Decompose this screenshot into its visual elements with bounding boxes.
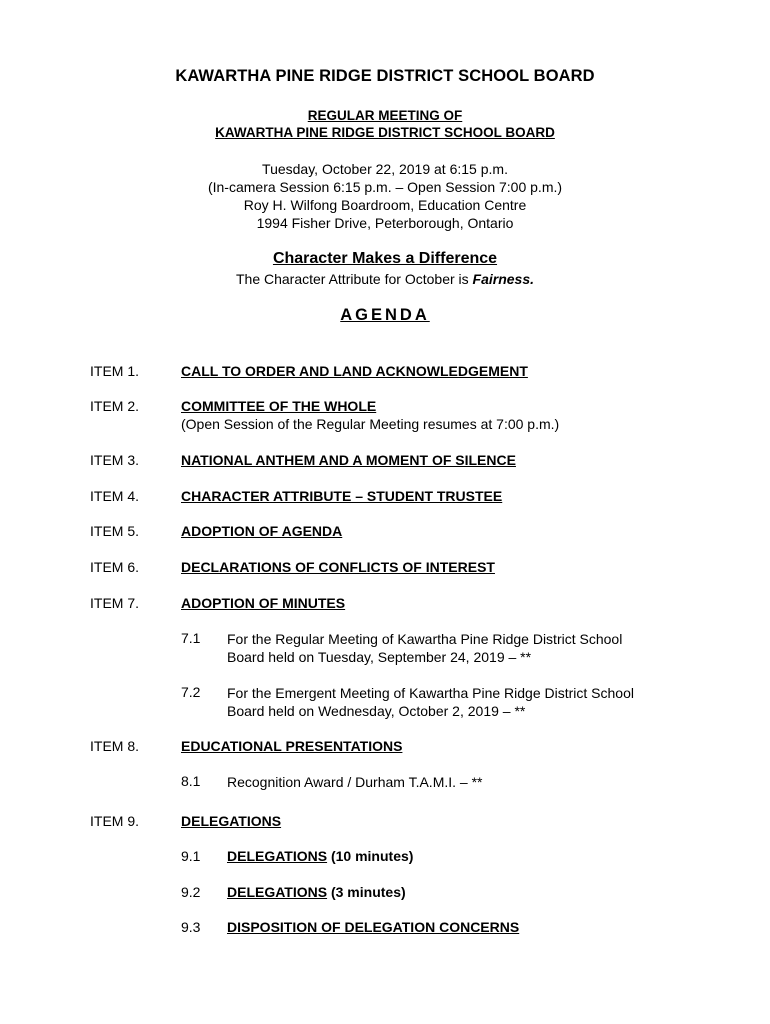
item-number: ITEM 6. — [90, 559, 140, 575]
meeting-date: Tuesday, October 22, 2019 at 6:15 p.m. — [262, 161, 508, 177]
item-title: NATIONAL ANTHEM AND A MOMENT OF SILENCE — [181, 452, 516, 468]
sub-item-number: 9.3 — [181, 919, 201, 935]
sub-item-number: 9.1 — [181, 848, 201, 864]
sub-item-text-line2: Board held on Tuesday, September 24, 2019 – ** — [227, 649, 532, 665]
sub-item-heading-suffix: (3 minutes) — [327, 884, 406, 900]
sub-item-heading — [227, 848, 413, 864]
item-number: ITEM 3. — [90, 452, 140, 468]
sub-item-heading — [227, 884, 406, 900]
sub-item-number: 9.2 — [181, 884, 201, 900]
meeting-location: Roy H. Wilfong Boardroom, Education Centre — [243, 197, 527, 213]
item-title: EDUCATIONAL PRESENTATIONS — [181, 738, 403, 754]
sub-item-text-line2: Board held on Wednesday, October 2, 2019 – ** — [227, 703, 526, 719]
item-number: ITEM 4. — [90, 488, 140, 504]
meeting-title-line2: KAWARTHA PINE RIDGE DISTRICT SCHOOL BOARD — [215, 125, 555, 140]
meeting-title-line1: REGULAR MEETING OF — [307, 108, 463, 123]
sub-item-number: 7.1 — [181, 630, 201, 646]
character-heading — [0, 250, 770, 268]
sub-item-heading-text: DISPOSITION OF DELEGATION CONCERNS — [227, 919, 520, 935]
item-number: ITEM 1. — [90, 363, 140, 379]
sub-item-text-line1: Recognition Award / Durham T.A.M.I. – ** — [227, 774, 483, 790]
character-title: Character Makes a Difference — [272, 250, 498, 267]
attribute-value: Fairness. — [472, 271, 535, 287]
sub-item-text-line1: For the Emergent Meeting of Kawartha Pine Ridge District School — [227, 685, 634, 701]
item-title: CALL TO ORDER AND LAND ACKNOWLEDGEMENT — [181, 363, 528, 379]
sub-item-heading-suffix: (10 minutes) — [327, 848, 414, 864]
sub-item-heading — [227, 919, 519, 935]
board-title: KAWARTHA PINE RIDGE DISTRICT SCHOOL BOARD — [175, 67, 595, 85]
item-number: ITEM 9. — [90, 813, 140, 829]
sub-item-text-line1: For the Regular Meeting of Kawartha Pine Ridge District School — [227, 631, 623, 647]
meeting-address: 1994 Fisher Drive, Peterborough, Ontario — [256, 215, 514, 231]
item-number: ITEM 2. — [90, 398, 140, 414]
meeting-sessions: (In-camera Session 6:15 p.m. – Open Session 7:00 p.m.) — [207, 179, 563, 195]
item-title: COMMITTEE OF THE WHOLE — [181, 398, 377, 414]
sub-item-number: 7.2 — [181, 684, 201, 700]
item-number: ITEM 7. — [90, 595, 140, 611]
item-title: DECLARATIONS OF CONFLICTS OF INTEREST — [181, 559, 495, 575]
character-attribute — [0, 271, 770, 287]
attribute-prefix: The Character Attribute for October is — [235, 271, 473, 287]
item-number: ITEM 8. — [90, 738, 140, 754]
item-title: DELEGATIONS — [181, 813, 282, 829]
sub-item-number: 8.1 — [181, 773, 201, 789]
sub-item-heading-text: DELEGATIONS — [227, 848, 328, 864]
agenda-title: AGENDA — [340, 306, 430, 324]
item-note: (Open Session of the Regular Meeting resumes at 7:00 p.m.) — [181, 416, 560, 432]
item-title: CHARACTER ATTRIBUTE – STUDENT TRUSTEE — [181, 488, 503, 504]
item-number: ITEM 5. — [90, 523, 140, 539]
item-title: ADOPTION OF MINUTES — [181, 595, 346, 611]
sub-item-heading-text: DELEGATIONS — [227, 884, 328, 900]
item-title: ADOPTION OF AGENDA — [181, 523, 343, 539]
